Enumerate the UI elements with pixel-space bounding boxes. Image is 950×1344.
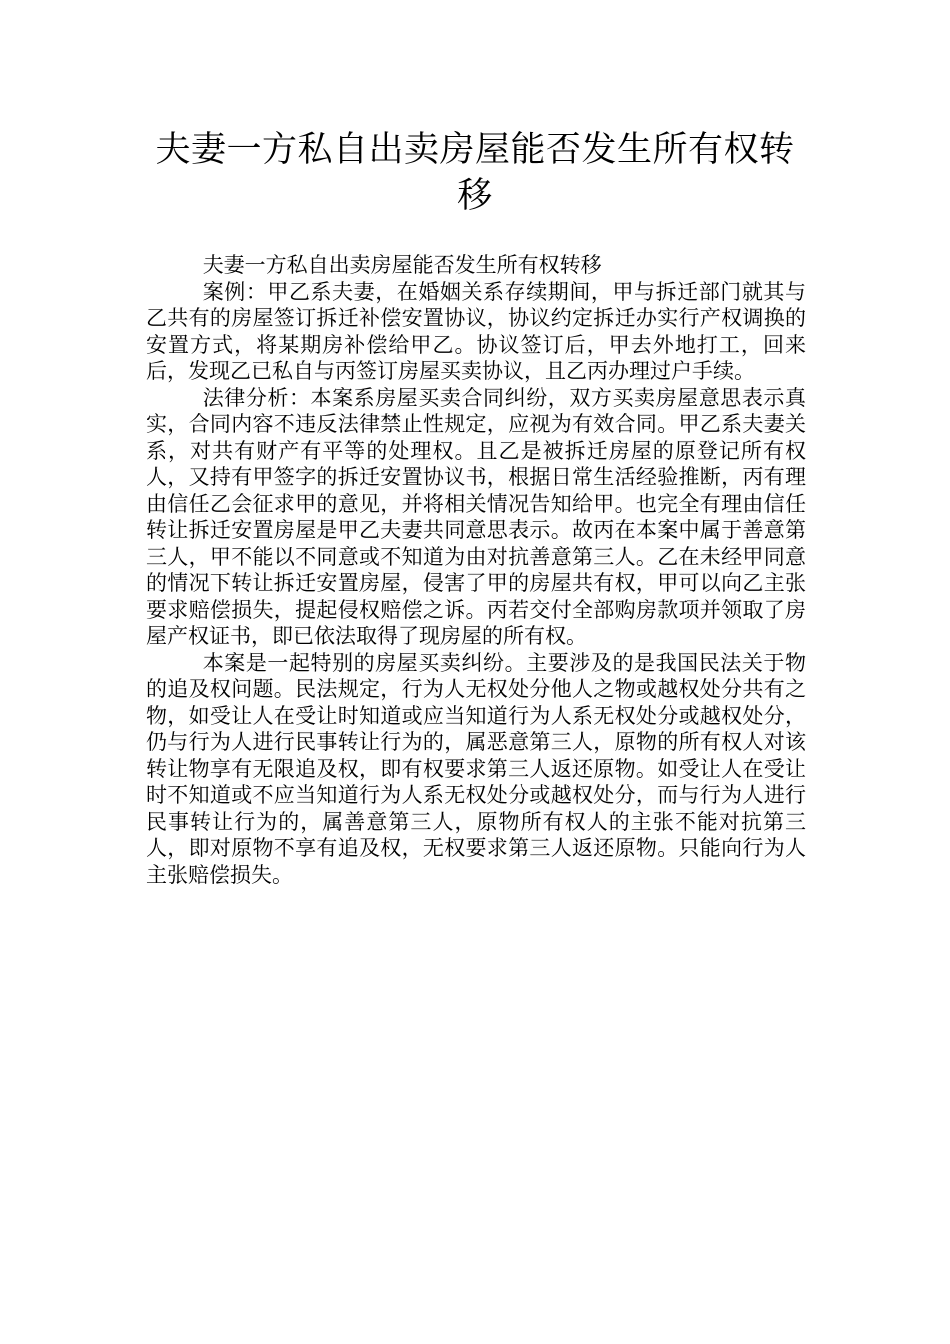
document-body xyxy=(146,252,806,888)
document-title: 夫妻一方私自出卖房屋能否发生所有权转移 xyxy=(155,130,795,216)
paragraph-conclusion: 本案是一起特别的房屋买卖纠纷。主要涉及的是我国民法关于物的追及权问题。民法规定，行为人无权处分他人之物或越权处分共有之物，如受让人在受让时知道或应当知道行为人系无权处分或越权处分，仍与行为人进行民事转让行为的，属恶意第三人，原物的所有权人对该转让物享有无限追及权，即有权要求第三人返还原物。如受让人在受让时不知道或不应当知道行为人系无权处分或越权处分，而与行为人进行民事转让行为的，属善意第三人，原物所有权人的主张不能对抗第三人，即对原物不享有追及权，无权要求第三人返还原物。只能向行为人主张赔偿损失。 xyxy=(146,650,806,887)
paragraph-case: 案例：甲乙系夫妻，在婚姻关系存续期间，甲与拆迁部门就其与乙共有的房屋签订拆迁补偿安置协议，协议约定拆迁办实行产权调换的安置方式，将某期房补偿给甲乙。协议签订后，甲去外地打工，回来后，发现乙已私自与丙签订房屋买卖协议，且乙丙办理过户手续。 xyxy=(146,279,806,383)
paragraph-heading: 夫妻一方私自出卖房屋能否发生所有权转移 xyxy=(202,253,602,277)
paragraph-legal-analysis: 法律分析：本案系房屋买卖合同纠纷，双方买卖房屋意思表示真实，合同内容不违反法律禁止性规定，应视为有效合同。甲乙系夫妻关系，对共有财产有平等的处理权。且乙是被拆迁房屋的原登记所有权人，又持有甲签字的拆迁安置协议书，根据日常生活经验推断，丙有理由信任乙会征求甲的意见，并将相关情况告知给甲。也完全有理由信任转让拆迁安置房屋是甲乙夫妻共同意思表示。故丙在本案中属于善意第三人，甲不能以不同意或不知道为由对抗善意第三人。乙在未经甲同意的情况下转让拆迁安置房屋，侵害了甲的房屋共有权，甲可以向乙主张要求赔偿损失，提起侵权赔偿之诉。丙若交付全部购房款项并领取了房屋产权证书，即已依法取得了现房屋的所有权。 xyxy=(146,385,806,648)
